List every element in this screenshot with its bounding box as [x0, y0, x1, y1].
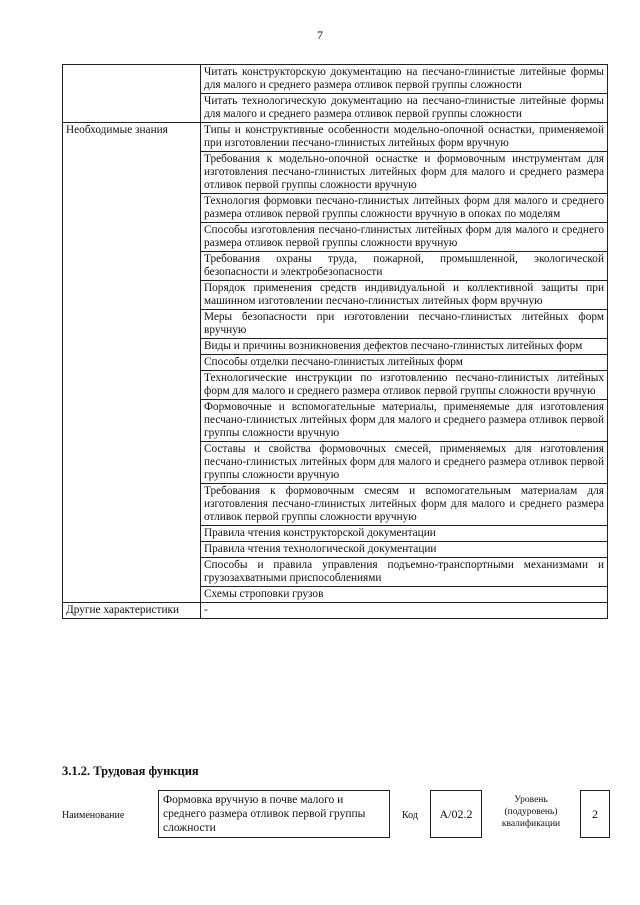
other-value-cell: - — [201, 603, 608, 619]
knowledge-cell: Правила чтения конструкторской документации — [201, 526, 608, 542]
labor-function-header — [62, 788, 610, 844]
skills-knowledge-table — [62, 64, 608, 619]
continued-label-cell — [63, 65, 201, 123]
skill-cell: Читать конструкторскую документацию на песчано-глинистые литейные формы для малого и среднего размера отливок первой группы сложности — [201, 65, 608, 94]
section-title: 3.1.2. Трудовая функция — [62, 764, 199, 778]
page-number: 7 — [317, 28, 323, 42]
code-label: Код — [402, 810, 418, 821]
knowledge-cell: Способы отделки песчано-глинистых литейных форм — [201, 355, 608, 371]
knowledge-cell: Составы и свойства формовочных смесей, применяемых для изготовления песчано-глинистых литейных форм для малого и среднего размера отливок первой группы сложности вручную — [201, 442, 608, 484]
knowledge-cell: Схемы строповки грузов — [201, 587, 608, 603]
knowledge-cell: Технология формовки песчано-глинистых литейных форм для малого и среднего размера отливок первой группы сложности вручную в опоках по моделям — [201, 194, 608, 223]
table-row — [63, 65, 608, 94]
knowledge-cell: Технологические инструкции по изготовлению песчано-глинистых литейных форм для малого и среднего размера отливок первой группы сложности вручную — [201, 371, 608, 400]
knowledge-cell: Способы и правила управления подъемно-транспортными механизмами и грузозахватными приспособлениями — [201, 558, 608, 587]
knowledge-cell: Меры безопасности при изготовлении песчано-глинистых литейных форм вручную — [201, 310, 608, 339]
knowledge-cell: Типы и конструктивные особенности модельно-опочной оснастки, применяемой при изготовлении песчано-глинистых литейных форм вручную — [201, 123, 608, 152]
knowledge-cell: Требования охраны труда, пожарной, промышленной, экологической безопасности и электробезопасности — [201, 252, 608, 281]
skill-cell: Читать технологическую документацию на песчано-глинистые литейные формы для малого и среднего размера отливок первой группы сложности — [201, 94, 608, 123]
name-label: Наименование — [62, 810, 125, 821]
knowledge-label-cell: Необходимые знания — [63, 123, 201, 603]
function-name-box: Формовка вручную в почве малого и среднего размера отливок первой группы сложности — [158, 790, 390, 838]
qualification-level-box: 2 — [580, 790, 610, 838]
other-label-cell: Другие характеристики — [63, 603, 201, 619]
knowledge-cell: Порядок применения средств индивидуальной и коллективной защиты при машинном изготовлении песчано-глинистых литейных форм вручную — [201, 281, 608, 310]
knowledge-cell: Формовочные и вспомогательные материалы, применяемые для изготовления песчано-глинистых литейных форм для малого и среднего размера отливок первой группы сложности вручную — [201, 400, 608, 442]
qualification-level-label: Уровень (подуровень) квалификации — [501, 795, 561, 829]
knowledge-cell: Виды и причины возникновения дефектов песчано-глинистых литейных форм — [201, 339, 608, 355]
knowledge-cell: Требования к формовочным смесям и вспомогательным материалам для изготовления песчано-глинистых литейных форм для малого и среднего размера отливок первой группы сложности вручную — [201, 484, 608, 526]
table-row — [63, 123, 608, 152]
knowledge-cell: Способы изготовления песчано-глинистых литейных форм для малого и среднего размера отливок первой группы сложности вручную — [201, 223, 608, 252]
function-code-box: А/02.2 — [430, 790, 482, 838]
table-row — [63, 603, 608, 619]
knowledge-cell: Правила чтения технологической документации — [201, 542, 608, 558]
knowledge-cell: Требования к модельно-опочной оснастке и формовочным инструментам для изготовления песчано-глинистых литейных форм для малого и среднего размера отливок первой группы сложности вручную — [201, 152, 608, 194]
